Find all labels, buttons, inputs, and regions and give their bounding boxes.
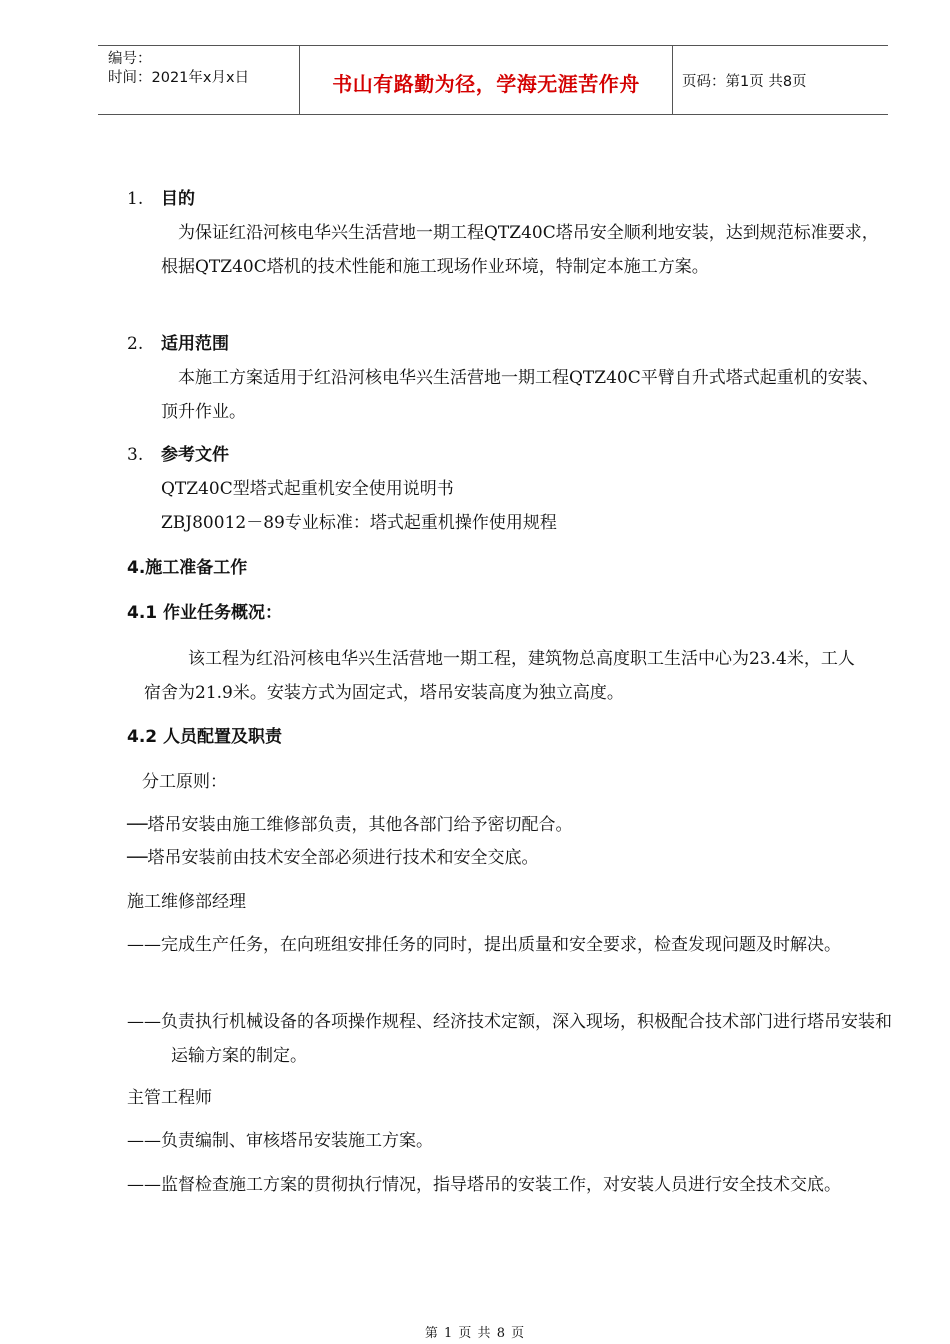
section-1-paragraph: 为保证红沿河核电华兴生活营地一期工程QTZ40C塔吊安全顺利地安装，达到规范标准要求，根据QTZ40C塔机的技术性能和施工现场作业环境，特制定本施工方案。 bbox=[161, 223, 879, 277]
section-4-heading: 4.施工准备工作 bbox=[127, 558, 248, 578]
role-duty: ——负责编制、审核塔吊安装施工方案。 bbox=[127, 1131, 433, 1151]
role-title: 主管工程师 bbox=[127, 1088, 212, 1108]
section-4-1-heading: 4.1 作业任务概况： bbox=[127, 603, 283, 623]
reference-item: ZBJ80012－89专业标准：塔式起重机操作使用规程 bbox=[161, 513, 557, 533]
section-title: 适用范围 bbox=[161, 334, 229, 354]
section-number: 1. bbox=[127, 189, 144, 209]
role-duty: ——监督检查施工方案的贯彻执行情况，指导塔吊的安装工作，对安装人员进行安全技术交底。 bbox=[127, 1175, 841, 1195]
section-1-heading bbox=[127, 182, 195, 216]
page-header bbox=[98, 45, 888, 115]
role-duty: ——负责执行机械设备的各项操作规程、经济技术定额，深入现场，积极配合技术部门进行塔吊安装和运输方案的制定。 bbox=[127, 1012, 892, 1066]
section-4-2-heading: 4.2 人员配置及职责 bbox=[127, 727, 283, 747]
section-title: 参考文件 bbox=[161, 445, 229, 465]
reference-item: QTZ40C型塔式起重机安全使用说明书 bbox=[161, 479, 454, 499]
header-motto: 书山有路勤为径，学海无涯苦作舟 bbox=[332, 72, 640, 96]
code-label: 编号： bbox=[108, 51, 152, 67]
section-number: 2. bbox=[127, 334, 144, 354]
principle-item: ──塔吊安装前由技术安全部必须进行技术和安全交底。 bbox=[127, 848, 539, 868]
page-footer: 第 1 页 共 8 页 bbox=[424, 1326, 526, 1341]
section-3-heading bbox=[127, 438, 229, 472]
principle-item: ──塔吊安装由施工维修部负责，其他各部门给予密切配合。 bbox=[127, 815, 573, 835]
section-number: 3. bbox=[127, 445, 144, 465]
header-divider bbox=[672, 46, 673, 114]
role-duty: ——完成生产任务，在向班组安排任务的同时，提出质量和安全要求，检查发现问题及时解决。 bbox=[127, 935, 841, 955]
role-title: 施工维修部经理 bbox=[127, 892, 246, 912]
header-meta bbox=[108, 50, 298, 88]
section-2-paragraph: 本施工方案适用于红沿河核电华兴生活营地一期工程QTZ40C平臂自升式塔式起重机的安装、顶升作业。 bbox=[161, 368, 879, 422]
section-4-1-paragraph: 该工程为红沿河核电华兴生活营地一期工程，建筑物总高度职工生活中心为23.4米，工人宿舍为21.9米。安装方式为固定式，塔吊安装高度为独立高度。 bbox=[144, 649, 855, 703]
division-principle-label: 分工原则： bbox=[142, 772, 227, 792]
time-label: 时间：2021年x月x日 bbox=[108, 70, 250, 86]
section-title: 目的 bbox=[161, 189, 195, 209]
section-2-heading bbox=[127, 327, 229, 361]
header-page-info: 页码：第1页 共8页 bbox=[682, 74, 807, 90]
